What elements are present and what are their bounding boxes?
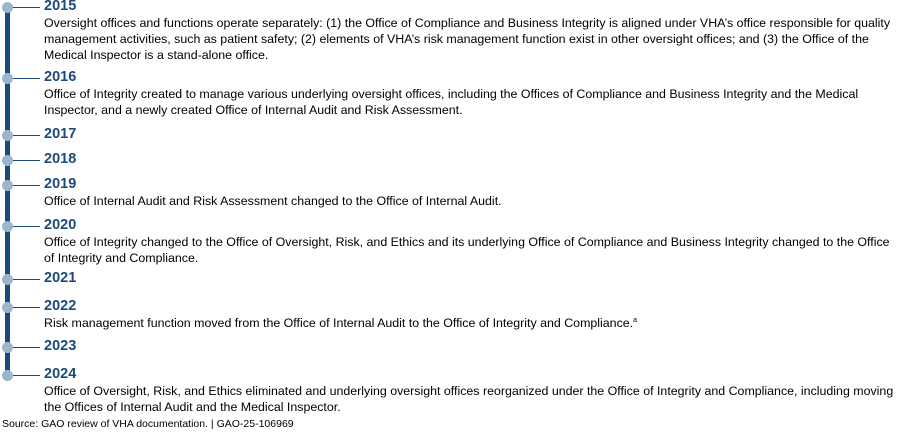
year-label: 2024 [44, 366, 77, 382]
year-label: 2019 [44, 176, 77, 192]
event-description: Office of Oversight, Risk, and Ethics eliminated and underlying oversight offices reorganized under the Office of Integrity and Compliance, including moving the Offices of Internal Audit and the Medical Inspector. [44, 384, 894, 414]
timeline-connector [13, 185, 40, 186]
year-label: 2015 [44, 0, 77, 14]
timeline-dot [2, 370, 13, 381]
timeline-connector [13, 375, 40, 376]
timeline-connector [13, 307, 40, 308]
event-description: Office of Integrity created to manage various underlying oversight offices, including the Offices of Compliance and Business Integrity and the Medical Inspector, and a newly created Office of Internal Audit and Risk Assessment. [44, 87, 859, 117]
timeline-dot [2, 302, 13, 313]
year-label: 2016 [44, 69, 77, 85]
timeline-connector [13, 279, 40, 280]
event-description [44, 315, 896, 331]
timeline-dot [2, 342, 13, 353]
timeline-connector [13, 347, 40, 348]
event-description: Office of Internal Audit and Risk Assessment changed to the Office of Internal Audit. [44, 194, 502, 208]
timeline-dot [2, 274, 13, 285]
year-label: 2017 [44, 126, 77, 142]
event-description-text: Risk management function moved from the Office of Internal Audit to the Office of Integrity and Compliance. [44, 316, 634, 330]
year-label: 2021 [44, 270, 77, 286]
timeline-connector [13, 78, 40, 79]
timeline-dot [2, 73, 13, 84]
year-label: 2022 [44, 298, 77, 314]
timeline-connector [13, 7, 40, 8]
timeline-connector [13, 226, 40, 227]
footnote-marker: a [633, 317, 637, 324]
timeline-dot [2, 155, 13, 166]
source-note: Source: GAO review of VHA documentation. | GAO-25-106969 [2, 418, 294, 430]
timeline-dot [2, 130, 13, 141]
event-description: Office of Integrity changed to the Office of Oversight, Risk, and Ethics and its underlying Office of Compliance and Business Integrity changed to the Office of Integrity and Compliance. [44, 235, 890, 265]
year-label: 2023 [44, 338, 77, 354]
timeline-spine [5, 6, 10, 376]
event-description: Oversight offices and functions operate separately: (1) the Office of Compliance and Business Integrity is aligned under VHA’s office responsible for quality management activities, such as patient safety; (2) elements of VHA’s risk management function exist in other oversight offices; and (3) the Office of the Medical Inspector is a stand-alone office. [44, 16, 891, 62]
timeline-connector [13, 160, 40, 161]
timeline-dot [2, 2, 13, 13]
timeline-dot [2, 180, 13, 191]
year-label: 2020 [44, 217, 77, 233]
timeline-connector [13, 135, 40, 136]
timeline-dot [2, 221, 13, 232]
year-label: 2018 [44, 151, 77, 167]
